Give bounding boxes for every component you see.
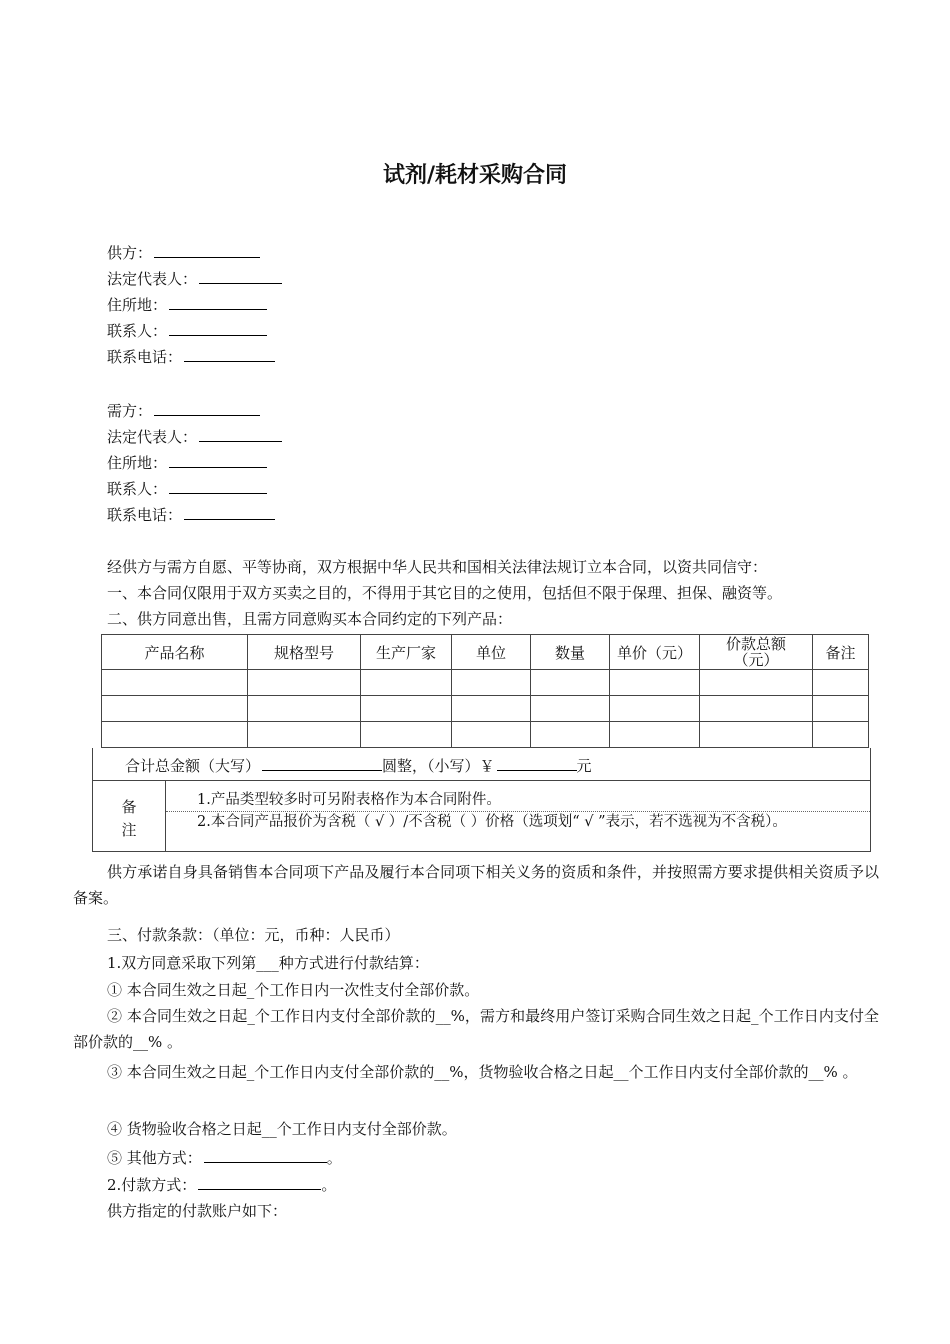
header-product-name: 产品名称 — [102, 635, 248, 670]
header-total-price-line2: （元） — [733, 651, 779, 669]
clause-1: 一、本合同仅限用于双方买卖之目的，不得用于其它目的之使用，包括但不限于保理、担保、融资等。 — [107, 584, 783, 602]
buyer-contact-label: 联系人： — [107, 480, 168, 498]
buyer-phone-blank[interactable] — [184, 504, 275, 520]
remarks-note-1 — [166, 781, 870, 812]
total-amount-line — [125, 755, 592, 776]
remarks-label — [93, 781, 166, 851]
buyer-party-blank[interactable] — [154, 400, 260, 416]
payment-option-5-label: ⑤ 其他方式： — [107, 1149, 202, 1167]
supplier-party-label: 供方： — [107, 244, 153, 262]
total-yuan-label: 元 — [576, 757, 592, 775]
supplier-legal-rep-blank[interactable] — [199, 268, 282, 284]
header-spec-model: 规格型号 — [248, 635, 361, 670]
payment-item-1: 1.双方同意采取下列第___种方式进行付款结算： — [107, 954, 429, 972]
payment-method-period: 。 — [321, 1176, 337, 1194]
supplier-legal-rep-label: 法定代表人： — [107, 270, 198, 288]
total-amount-row — [92, 748, 871, 781]
buyer-legal-rep-blank[interactable] — [199, 426, 282, 442]
payment-method-label: 2.付款方式： — [107, 1176, 197, 1194]
clause-2: 二、供方同意出售，且需方同意购买本合同约定的下列产品： — [107, 610, 513, 628]
buyer-address-label: 住所地： — [107, 454, 168, 472]
total-lowercase-label: 圆整，（小写）￥ — [382, 757, 495, 775]
supplier-phone-line — [107, 346, 275, 367]
header-unit: 单位 — [452, 635, 531, 670]
header-quantity: 数量 — [531, 635, 610, 670]
remarks-note-1-text: 1.产品类型较多时可另附表格作为本合同附件。 — [197, 792, 501, 808]
total-uppercase-blank[interactable] — [262, 755, 382, 771]
header-manufacturer: 生产厂家 — [361, 635, 452, 670]
remarks-box — [92, 780, 871, 852]
buyer-party-line — [107, 400, 260, 421]
table-row — [102, 696, 869, 722]
supplier-legal-rep-line — [107, 268, 282, 289]
supplier-party-blank[interactable] — [154, 242, 260, 258]
supplier-phone-label: 联系电话： — [107, 348, 183, 366]
supplier-address-blank[interactable] — [169, 294, 267, 310]
table-row — [102, 722, 869, 748]
header-unit-price: 单价（元） — [610, 635, 700, 670]
payment-option-1: ① 本合同生效之日起_个工作日内一次性支付全部价款。 — [107, 981, 480, 999]
payment-option-2: ② 本合同生效之日起_个工作日内支付全部价款的__%，需方和最终用户签订采购合同生效之日起_个工作日内支付全部价款的__% 。 — [73, 1007, 879, 1051]
total-uppercase-label: 合计总金额（大写） — [125, 757, 261, 775]
buyer-party-label: 需方： — [107, 402, 153, 420]
buyer-phone-line — [107, 504, 275, 525]
header-total-price-line1: 价款总额 — [725, 635, 786, 653]
buyer-address-line — [107, 452, 267, 473]
total-lowercase-blank[interactable] — [497, 755, 577, 771]
buyer-legal-rep-line — [107, 426, 282, 447]
product-table — [101, 634, 869, 748]
header-remark: 备注 — [813, 635, 869, 670]
buyer-legal-rep-label: 法定代表人： — [107, 428, 198, 446]
buyer-contact-blank[interactable] — [169, 478, 267, 494]
table-header-row — [102, 635, 869, 670]
intro-text: 经供方与需方自愿、平等协商，双方根据中华人民共和国相关法律法规订立本合同，以资共同信守： — [107, 558, 768, 576]
payment-account-line: 供方指定的付款账户如下： — [107, 1202, 288, 1220]
document-title: 试剂/耗材采购合同 — [382, 163, 568, 188]
table-row — [102, 670, 869, 696]
supplier-address-label: 住所地： — [107, 296, 168, 314]
buyer-phone-label: 联系电话： — [107, 506, 183, 524]
supplier-address-line — [107, 294, 267, 315]
remarks-label-char1: 备 — [121, 798, 137, 816]
payment-method-blank[interactable] — [198, 1174, 321, 1190]
supplier-contact-blank[interactable] — [169, 320, 267, 336]
remarks-note-2-text: 2.本合同产品报价为含税（ √ ）/不含税（ ）价格（选项划“ √ ”表示，若不选视为不含税）。 — [197, 814, 787, 830]
supplier-phone-blank[interactable] — [184, 346, 275, 362]
payment-option-3: ③ 本合同生效之日起_个工作日内支付全部价款的__%，货物验收合格之日起__个工作日内支付全部价款的__% 。 — [107, 1063, 858, 1081]
supplier-party-line — [107, 242, 260, 263]
payment-heading: 三、付款条款：（单位：元，币种：人民币） — [107, 926, 400, 944]
payment-option-5-line — [107, 1147, 342, 1168]
remarks-label-char2: 注 — [121, 821, 137, 839]
buyer-contact-line — [107, 478, 267, 499]
payment-method-line — [107, 1174, 336, 1195]
buyer-address-blank[interactable] — [169, 452, 267, 468]
qualification-paragraph: 供方承诺自身具备销售本合同项下产品及履行本合同项下相关义务的资质和条件，并按照需方要求提供相关资质予以备案。 — [73, 863, 879, 907]
payment-option-4: ④ 货物验收合格之日起__个工作日内支付全部价款。 — [107, 1120, 457, 1138]
header-total-price — [700, 635, 813, 670]
supplier-contact-label: 联系人： — [107, 322, 168, 340]
supplier-contact-line — [107, 320, 267, 341]
payment-option-5-blank[interactable] — [204, 1147, 327, 1163]
payment-option-5-period: 。 — [326, 1149, 342, 1167]
